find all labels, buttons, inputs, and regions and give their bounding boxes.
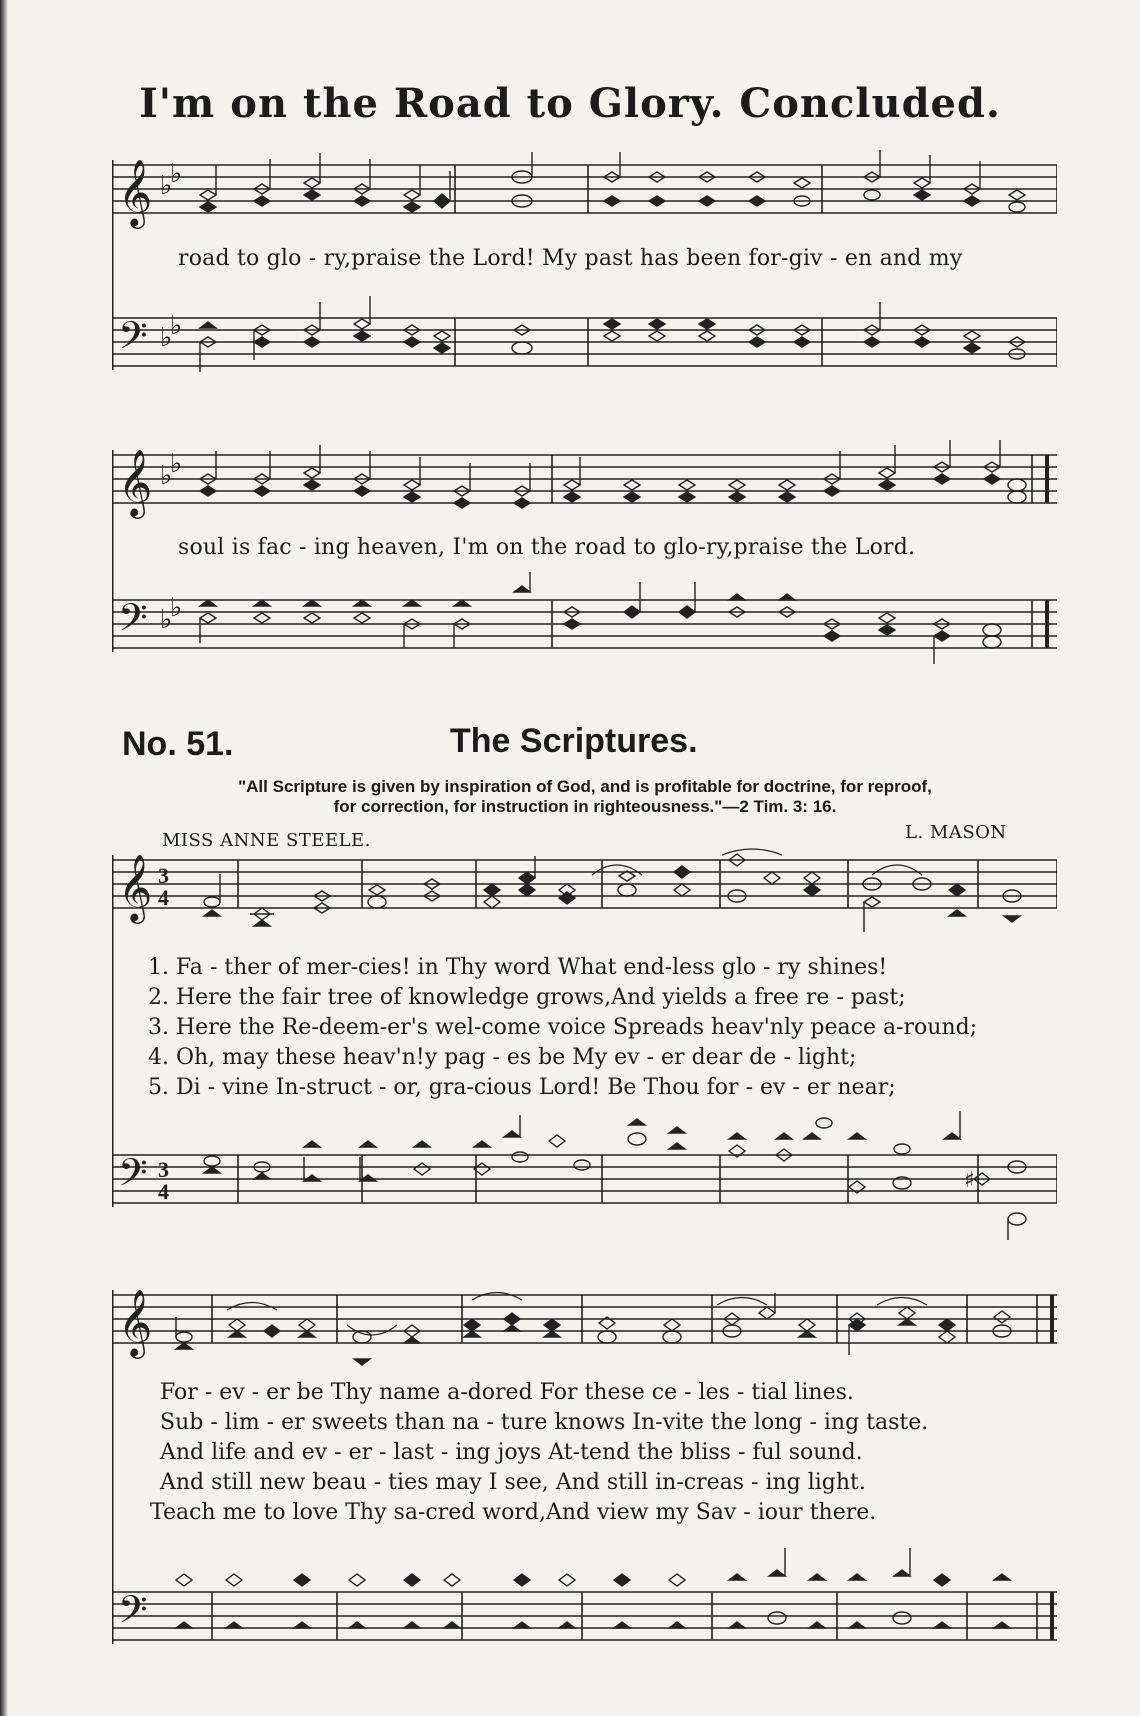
svg-text:𝄢: 𝄢 [118, 1587, 148, 1641]
svg-text:♭: ♭ [160, 171, 173, 201]
time-signature-bottom: 4 [158, 885, 169, 910]
bass-time-signature-top: 3 [158, 1157, 169, 1182]
music-system-1 [112, 150, 1057, 400]
bass-time-signature-bottom: 4 [158, 1179, 169, 1204]
svg-text:𝄞: 𝄞 [118, 1288, 153, 1356]
svg-text:♭: ♭ [160, 323, 173, 353]
hymn-title: The Scriptures. [450, 722, 698, 760]
lyric-line-system-1: road to glo - ry,praise the Lord! My past has been for-giv - en and my [178, 246, 963, 271]
svg-text:♭: ♭ [170, 449, 183, 479]
time-signature-top: 3 [158, 863, 169, 888]
verse-5-continuation: Teach me to love Thy sa-cred word,And view my Sav - iour there. [150, 1500, 877, 1525]
music-system-3 [112, 845, 1057, 1240]
verse-1-continuation: For - ev - er be Thy name a-dored For these ce - les - tial lines. [160, 1380, 854, 1405]
svg-text:♭: ♭ [170, 593, 183, 623]
verse-1-line: 1. Fa - ther of mer-cies! in Thy word What end-less glo - ry shines! [148, 955, 888, 980]
scripture-epigraph [130, 777, 1040, 817]
grand-staff-3 [112, 845, 1057, 1240]
svg-text:♯: ♯ [964, 1168, 975, 1193]
epigraph-line-2: for correction, for instruction in righteousness."—2 Tim. 3: 16. [333, 797, 837, 816]
svg-text:𝄞: 𝄞 [118, 448, 153, 516]
verse-2-continuation: Sub - lim - er sweets than na - ture knows In-vite the long - ing taste. [160, 1410, 929, 1435]
epigraph-line-1: "All Scripture is given by inspiration of God, and is profitable for doctrine, for reproof, [238, 777, 932, 796]
verse-4-line: 4. Oh, may these heav'n!y pag - es be My ev - er dear de - light; [148, 1045, 857, 1070]
song-title-concluded: I'm on the Road to Glory. Concluded. [139, 80, 1001, 127]
verse-3-continuation: And life and ev - er - last - ing joys At-tend the bliss - ful sound. [160, 1440, 863, 1465]
svg-text:𝄢: 𝄢 [118, 1150, 148, 1204]
svg-text:𝄢: 𝄢 [118, 313, 148, 367]
verse-5-line: 5. Di - vine In-struct - or, gra-cious Lord! Be Thou for - ev - er near; [148, 1075, 896, 1100]
verse-3-line: 3. Here the Re-deem-er's wel-come voice Spreads heav'nly peace a-round; [148, 1015, 978, 1040]
lyric-line-system-2: soul is fac - ing heaven, I'm on the road to glo-ry,praise the Lord. [178, 535, 916, 560]
svg-text:♭: ♭ [170, 159, 183, 189]
grand-staff-2 [112, 440, 1057, 680]
hymn-number: No. 51. [122, 725, 234, 763]
music-system-2 [112, 440, 1057, 680]
svg-text:𝄢: 𝄢 [118, 595, 148, 649]
svg-text:𝄞: 𝄞 [118, 853, 153, 921]
svg-text:♭: ♭ [160, 605, 173, 635]
grand-staff-1 [112, 150, 1057, 400]
svg-text:♭: ♭ [170, 311, 183, 341]
svg-text:𝄞: 𝄞 [118, 158, 153, 226]
hymn-author: MISS ANNE STEELE. [162, 830, 371, 851]
music-system-4 [112, 1280, 1057, 1680]
verse-4-continuation: And still new beau - ties may I see, And still in-creas - ing light. [160, 1470, 866, 1495]
verse-2-line: 2. Here the fair tree of knowledge grows,And yields a free re - past; [148, 985, 906, 1010]
hymn-composer: L. MASON [905, 822, 1007, 843]
svg-text:♭: ♭ [160, 461, 173, 491]
page-binding-edge [0, 0, 8, 1716]
